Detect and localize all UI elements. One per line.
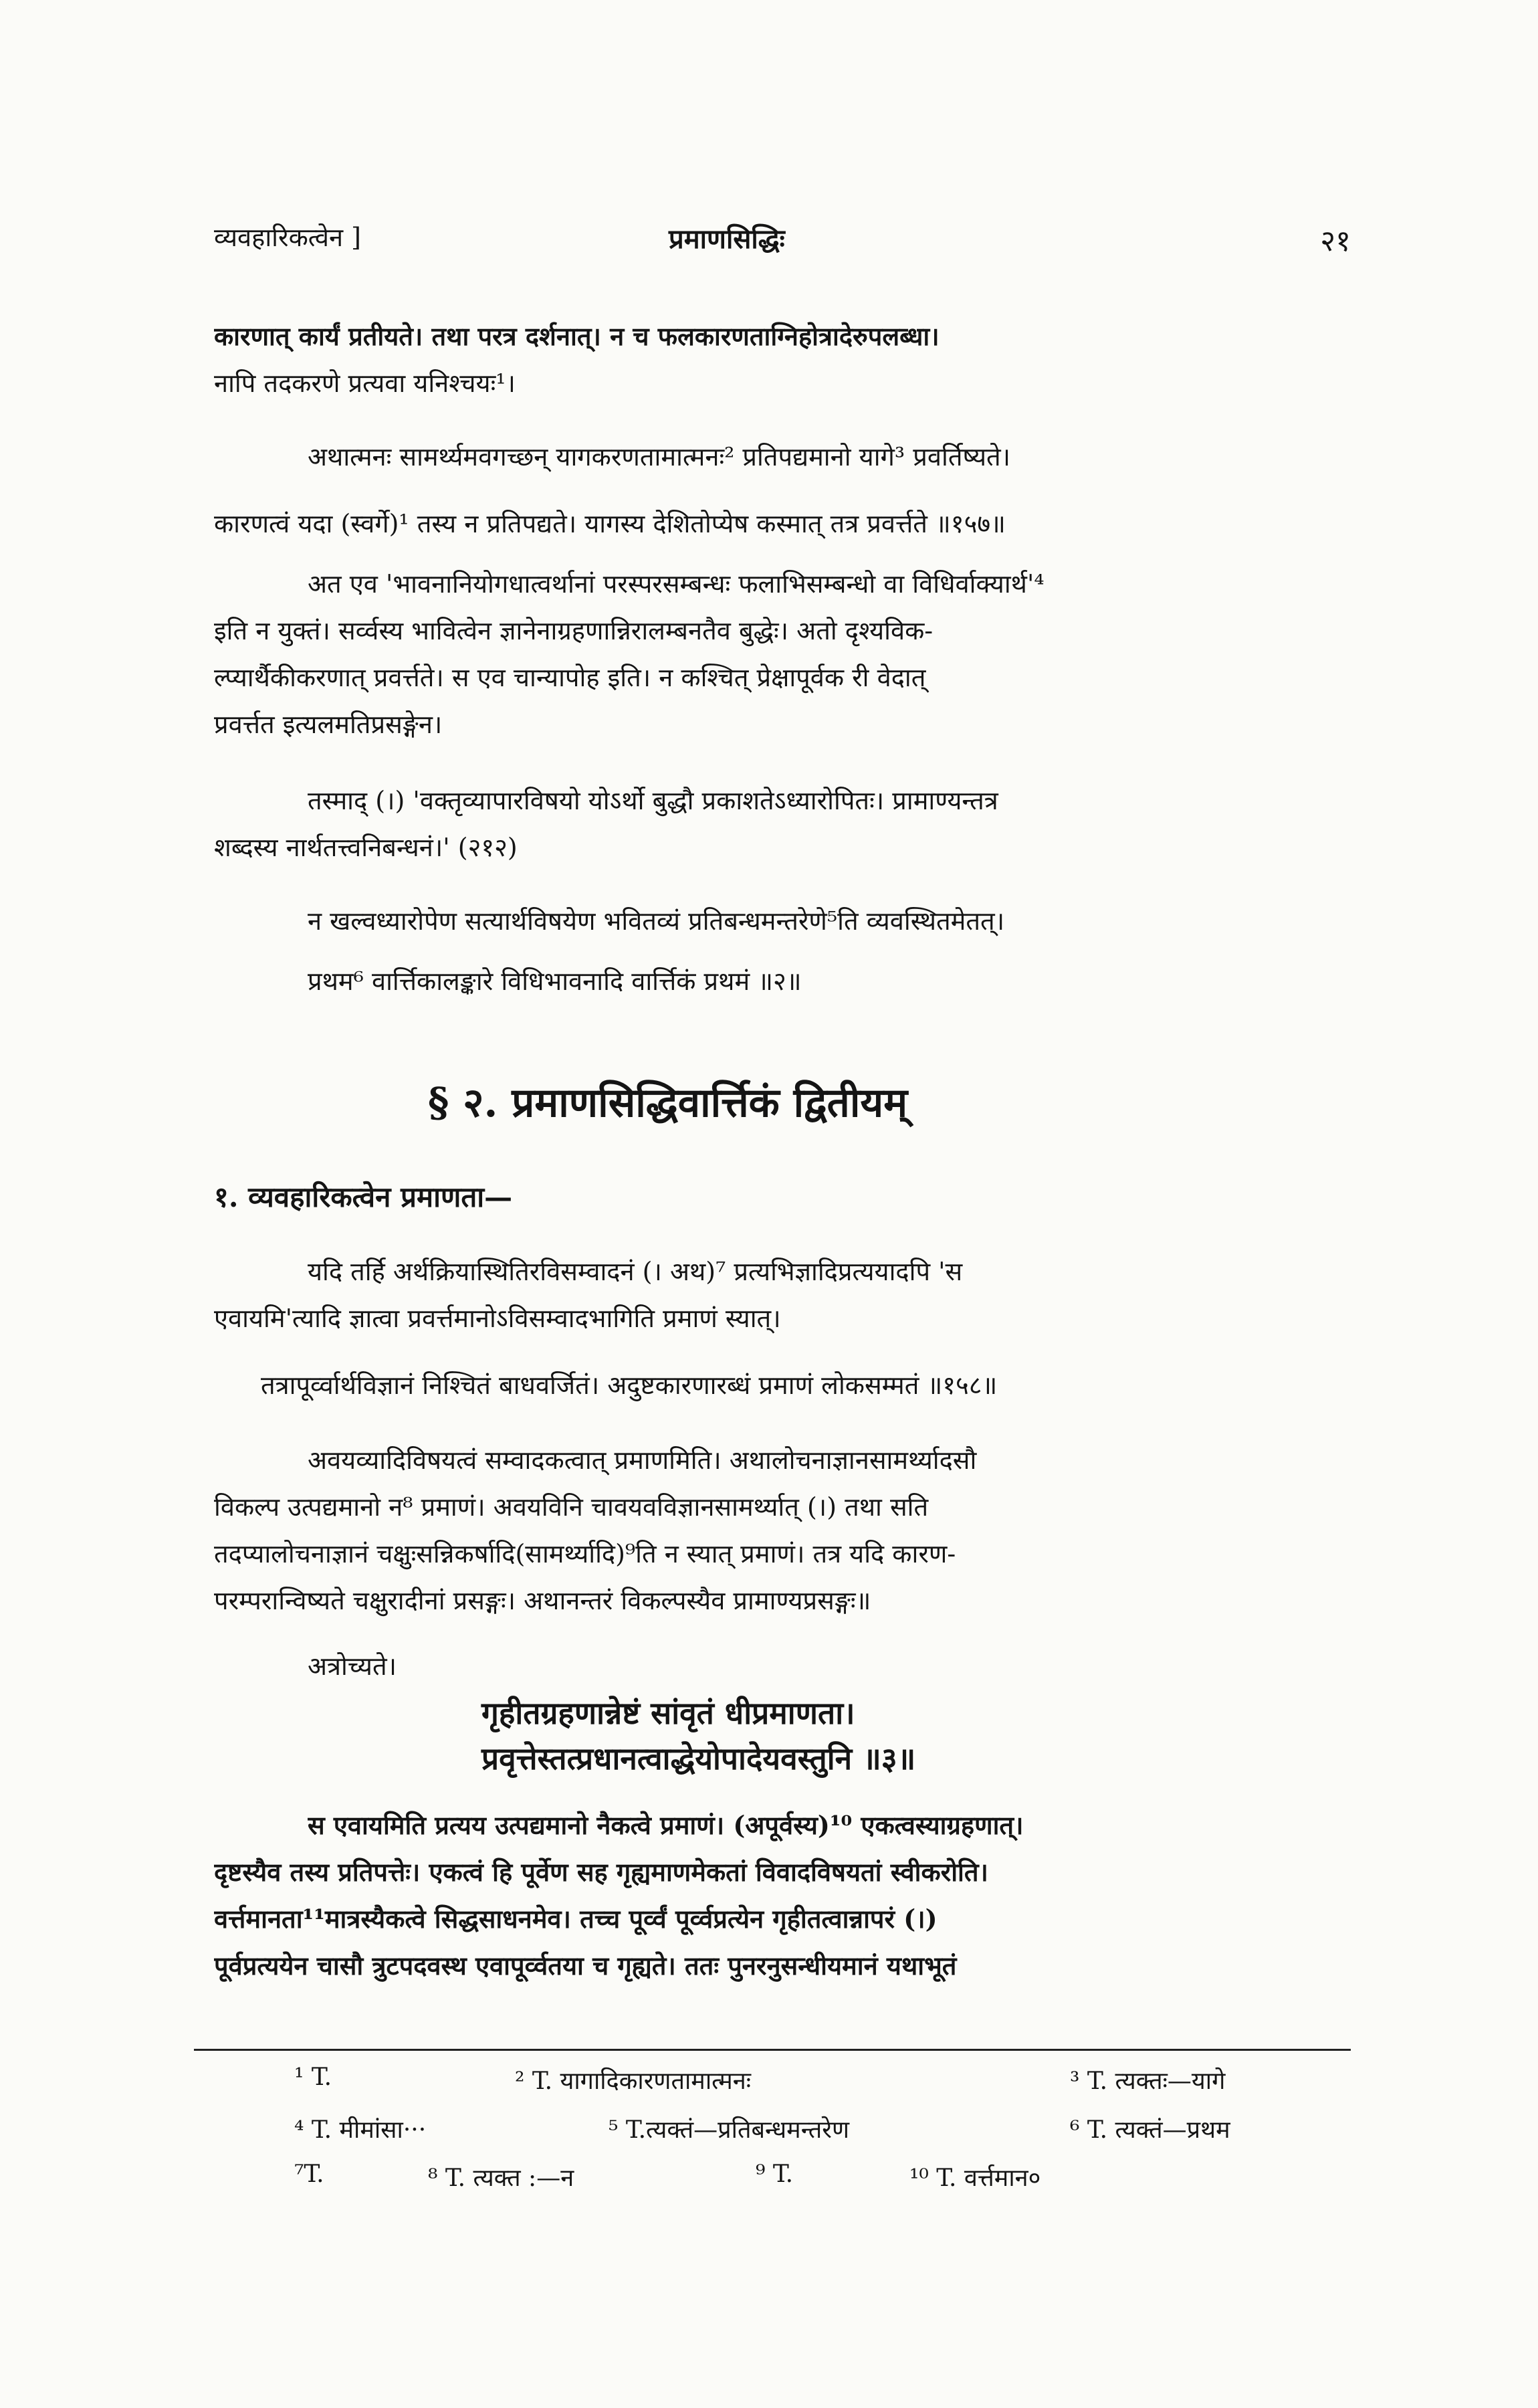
running-header-left: व्यवहारिकत्वेन ] xyxy=(214,223,361,252)
paragraph-line: वर्त्तमानता¹¹मात्रस्यैकत्वे सिद्धसाधनमेव। तच्च पूर्व्वं पूर्व्वप्रत्येन गृहीतत्वान्नापरं (।) xyxy=(214,1904,938,1934)
footnote-rule xyxy=(194,2049,1351,2051)
verse-line: प्रवृत्तेस्तत्प्रधानत्वाद्धेयोपादेयवस्तुनि ॥३॥ xyxy=(481,1740,916,1777)
footnote: ⁹ T. xyxy=(756,2161,794,2188)
paragraph-line: प्रवर्त्तत इत्यलमतिप्रसङ्गेन। xyxy=(214,710,443,739)
paragraph-line: स एवायमिति प्रत्यय उत्पद्यमानो नैकत्वे प्रमाणं। (अपूर्वस्य)¹⁰ एकत्वस्याग्रहणात्। xyxy=(308,1810,1024,1840)
paragraph-line: एवायमि'त्यादि ज्ञात्वा प्रवर्त्तमानोऽविसम्वादभागिति प्रमाणं स्यात्। xyxy=(214,1304,781,1333)
footnote: ³ T. त्यक्तः—यागे xyxy=(1070,2068,1226,2095)
paragraph-line: अत्रोच्यते। xyxy=(308,1651,397,1681)
paragraph-line: अथात्मनः सामर्थ्यमवगच्छन् यागकरणतामात्मनः² प्रतिपद्यमानो यागे³ प्रवर्तिष्यते। xyxy=(308,442,1011,472)
paragraph-line: तदप्यालोचनाज्ञानं चक्षुःसन्निकर्षादि(सामर्थ्यादि)⁹ति न स्यात् प्रमाणं। तत्र यदि कारण- xyxy=(214,1539,956,1569)
footnote-row xyxy=(294,2161,1337,2201)
footnote: ² T. यागादिकारणतामात्मनः xyxy=(515,2068,752,2095)
paragraph-line: यदि तर्हि अर्थक्रियास्थितिरविसम्वादनं (। अथ)⁷ प्रत्यभिज्ञादिप्रत्ययादपि 'स xyxy=(308,1257,963,1286)
verse-line: गृहीतग्रहणान्नेष्टं सांवृतं धीप्रमाणता। xyxy=(481,1695,855,1731)
paragraph-line: कारणात् कार्यं प्रतीयते। तथा परत्र दर्शनात्। न च फलकारणताग्निहोत्रादेरुपलब्धा। xyxy=(214,321,940,351)
footnote: ¹⁰ T. वर्त्तमान० xyxy=(909,2165,1041,2192)
paragraph-line: कारणत्वं यदा (स्वर्गे)¹ तस्य न प्रतिपद्यते। यागस्य देशितोप्येष कस्मात् तत्र प्रवर्त्तते ॥१५७॥ xyxy=(214,509,1006,538)
paragraph-line: तत्रापूर्व्वार्थविज्ञानं निश्चितं बाधवर्जितं। अदुष्टकारणारब्धं प्रमाणं लोकसम्मतं ॥१५८॥ xyxy=(261,1371,998,1400)
footnote-row xyxy=(294,2112,1337,2152)
running-header xyxy=(214,219,1351,266)
footnote: ⁸ T. त्यक्त :—न xyxy=(428,2165,574,2192)
section-title: § २. प्रमाणसिद्धिवार्त्तिकं द्वितीयम् xyxy=(428,1080,908,1126)
paragraph-line: प्रथम⁶ वार्त्तिकालङ्कारे विधिभावनादि वार्त्तिकं प्रथमं ॥२॥ xyxy=(308,967,802,996)
paragraph-line: तस्माद् (।) 'वक्तृव्यापारविषयो योऽर्थो बुद्धौ प्रकाशतेऽध्यारोपितः। प्रामाण्यन्तत्र xyxy=(308,786,998,815)
paragraph-line: न खल्वध्यारोपेण सत्यार्थविषयेण भवितव्यं प्रतिबन्धमन्तरेणे⁵ति व्यवस्थितमेतत्। xyxy=(308,906,1005,936)
paragraph-line: शब्दस्य नार्थतत्त्वनिबन्धनं।' (२१२) xyxy=(214,833,518,862)
paragraph-line: इति न युक्तं। सर्व्वस्य भावित्वेन ज्ञानेनाग्रहणान्निरालम्बनतैव बुद्धेः। अतो दृश्यविक- xyxy=(214,616,933,645)
paragraph-line: अत एव 'भावनानियोगधात्वर्थानां परस्परसम्बन्धः फलाभिसम्बन्धो वा विधिर्वाक्यार्थ'⁴ xyxy=(308,569,1045,599)
page-number: २१ xyxy=(1320,224,1351,258)
subheading: १. व्यवहारिकत्वेन प्रमाणता— xyxy=(214,1181,513,1213)
footnote: ⁵ T.त्यक्तं—प्रतिबन्धमन्तरेण xyxy=(609,2116,850,2144)
footnote: ⁶ T. त्यक्तं—प्रथम xyxy=(1070,2116,1230,2144)
paragraph-line: अवयव्यादिविषयत्वं सम्वादकत्वात् प्रमाणमिति। अथालोचनाज्ञानसामर्थ्यादसौ xyxy=(308,1445,977,1475)
footnote-row xyxy=(294,2064,1337,2104)
paragraph-line: ल्प्यार्थैकीकरणात् प्रवर्त्तते। स एव चान्यापोह इति। न कश्चित् प्रेक्षापूर्वक री वेदात् xyxy=(214,663,926,692)
footnote: ⁷T. xyxy=(294,2161,324,2188)
paragraph-line: दृष्टस्यैव तस्य प्रतिपत्तेः। एकत्वं हि पूर्वेण सह गृह्यमाणमेकतां विवादविषयतां स्वीकरोति। xyxy=(214,1857,988,1887)
paragraph-line: पूर्वप्रत्ययेन चासौ त्रुटपदवस्थ एवापूर्व्वतया च गृह्यते। ततः पुनरनुसन्धीयमानं यथाभूतं xyxy=(214,1950,957,1981)
paragraph-line: परम्परान्विष्यते चक्षुरादीनां प्रसङ्गः। अथानन्तरं विकल्पस्यैव प्रामाण्यप्रसङ्गः॥ xyxy=(214,1586,871,1615)
footnote: ⁴ T. मीमांसा··· xyxy=(294,2116,427,2144)
paragraph-line: विकल्प उत्पद्यमानो न⁸ प्रमाणं। अवयविनि चावयवविज्ञानसामर्थ्यात् (।) तथा सति xyxy=(214,1492,929,1522)
paragraph-line: नापि तदकरणे प्रत्यवा यनिश्चयः¹। xyxy=(214,369,516,398)
running-header-title: प्रमाणसिद्धिः xyxy=(669,223,785,255)
footnote: ¹ T. xyxy=(294,2064,332,2091)
